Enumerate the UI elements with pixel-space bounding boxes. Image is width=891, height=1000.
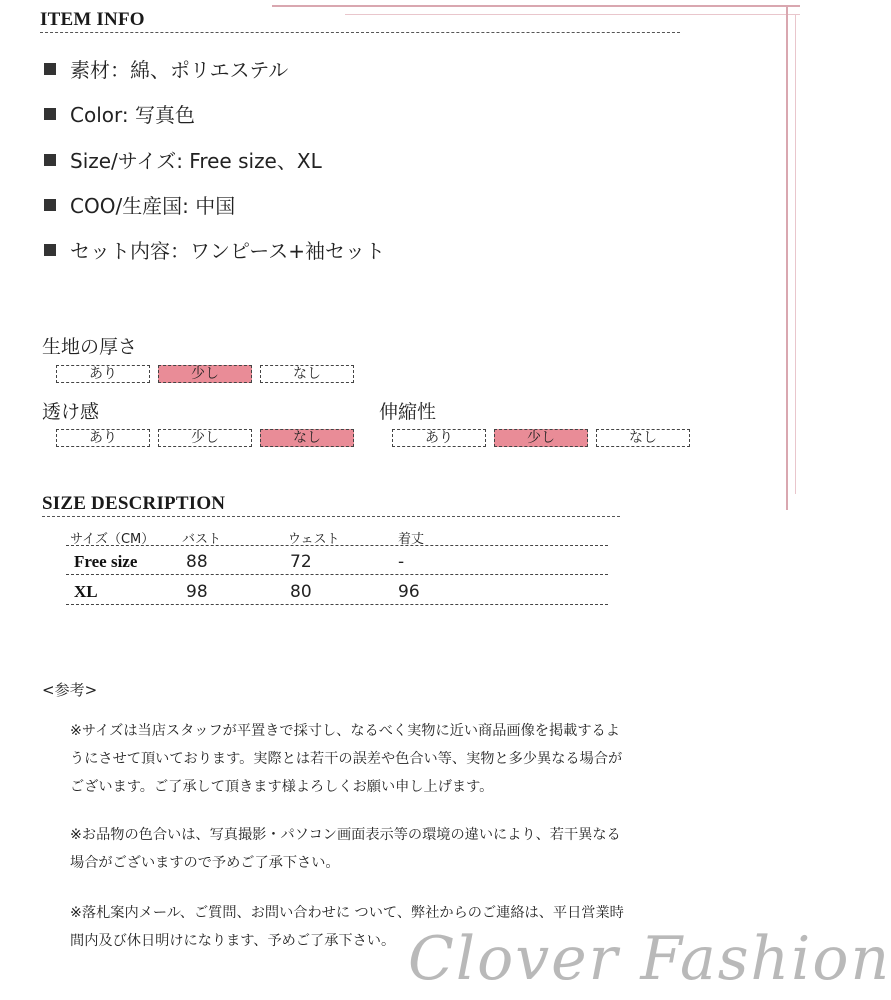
- size-row-free-name: Free size: [74, 552, 138, 571]
- size-table-header-size: サイズ（CM）: [70, 532, 155, 547]
- notes-heading: <参考>: [42, 681, 98, 699]
- size-row-xl-bust: 98: [186, 582, 208, 602]
- size-row-xl-waist: 80: [290, 582, 312, 602]
- size-table-header-length: 着丈: [398, 532, 425, 547]
- thickness-option-ari: あり: [56, 365, 150, 383]
- transparency-label: 透け感: [42, 401, 100, 423]
- size-table-header-line: [66, 545, 608, 546]
- size-row-xl-length: 96: [398, 582, 420, 602]
- note-paragraph-1: [70, 717, 710, 801]
- bullet-color: Color: 写真色: [44, 99, 195, 128]
- bullet-material: 素材：綿、ポリエステル: [44, 54, 288, 83]
- frame-line-right: [786, 5, 788, 510]
- size-row-free-bust: 88: [186, 552, 208, 572]
- bullet-square-icon: [44, 108, 56, 120]
- stretch-label: 伸縮性: [379, 401, 437, 423]
- note-line: 場合がございますので予めご了承下さい。: [70, 855, 340, 871]
- note-line: ございます。ご了承して頂きます様よろしくお願い申し上げます。: [70, 779, 494, 795]
- item-info-title: ITEM INFO: [40, 9, 145, 30]
- transparency-option-nashi-selected: なし: [260, 429, 354, 447]
- size-table-bottom-line: [66, 604, 608, 605]
- transparency-option-sukoshi: 少し: [158, 429, 252, 447]
- stretch-option-nashi: なし: [596, 429, 690, 447]
- clover-fashion-logo: Clover Fashion: [408, 924, 891, 994]
- note-line: うにさせて頂いております。実際とは若干の誤差や色合い等、実物と多少異なる場合が: [70, 751, 623, 767]
- bullet-square-icon: [44, 63, 56, 75]
- frame-line-top: [272, 5, 800, 7]
- bullet-set-contents: セット内容：ワンピース+袖セット: [44, 235, 385, 264]
- transparency-option-ari: あり: [56, 429, 150, 447]
- note-line: ※落札案内メール、ご質問、お問い合わせに ついて、弊社からのご連絡は、平日営業時: [70, 905, 624, 921]
- size-table-row-line: [66, 574, 608, 575]
- size-table-header-waist: ウェスト: [288, 532, 340, 547]
- note-line: 間内及び休日明けになります、予めご了承下さい。: [70, 933, 396, 949]
- size-row-free-length: -: [398, 552, 405, 572]
- size-description-title: SIZE DESCRIPTION: [42, 493, 226, 514]
- thickness-option-sukoshi-selected: 少し: [158, 365, 252, 383]
- stretch-option-ari: あり: [392, 429, 486, 447]
- note-line: ※サイズは当店スタッフが平置きで採寸し、なるべく実物に近い商品画像を掲載するよ: [70, 723, 620, 739]
- size-table-header-bust: バスト: [182, 532, 222, 547]
- frame-line-right-inner: [795, 14, 796, 494]
- size-row-xl-name: XL: [74, 582, 98, 601]
- bullet-coo: COO/生産国: 中国: [44, 190, 235, 219]
- size-description-divider: [42, 516, 620, 517]
- thickness-option-nashi: なし: [260, 365, 354, 383]
- note-paragraph-2: [70, 821, 710, 877]
- note-line: ※お品物の色合いは、写真撮影・パソコン画面表示等の環境の違いにより、若干異なる: [70, 827, 621, 843]
- stretch-option-sukoshi-selected: 少し: [494, 429, 588, 447]
- frame-line-top-inner: [345, 14, 800, 15]
- bullet-square-icon: [44, 244, 56, 256]
- size-row-free-waist: 72: [290, 552, 312, 572]
- bullet-square-icon: [44, 199, 56, 211]
- bullet-square-icon: [44, 154, 56, 166]
- item-info-divider: [40, 32, 680, 33]
- thickness-label: 生地の厚さ: [42, 336, 138, 358]
- bullet-size: Size/サイズ: Free size、XL: [44, 145, 322, 174]
